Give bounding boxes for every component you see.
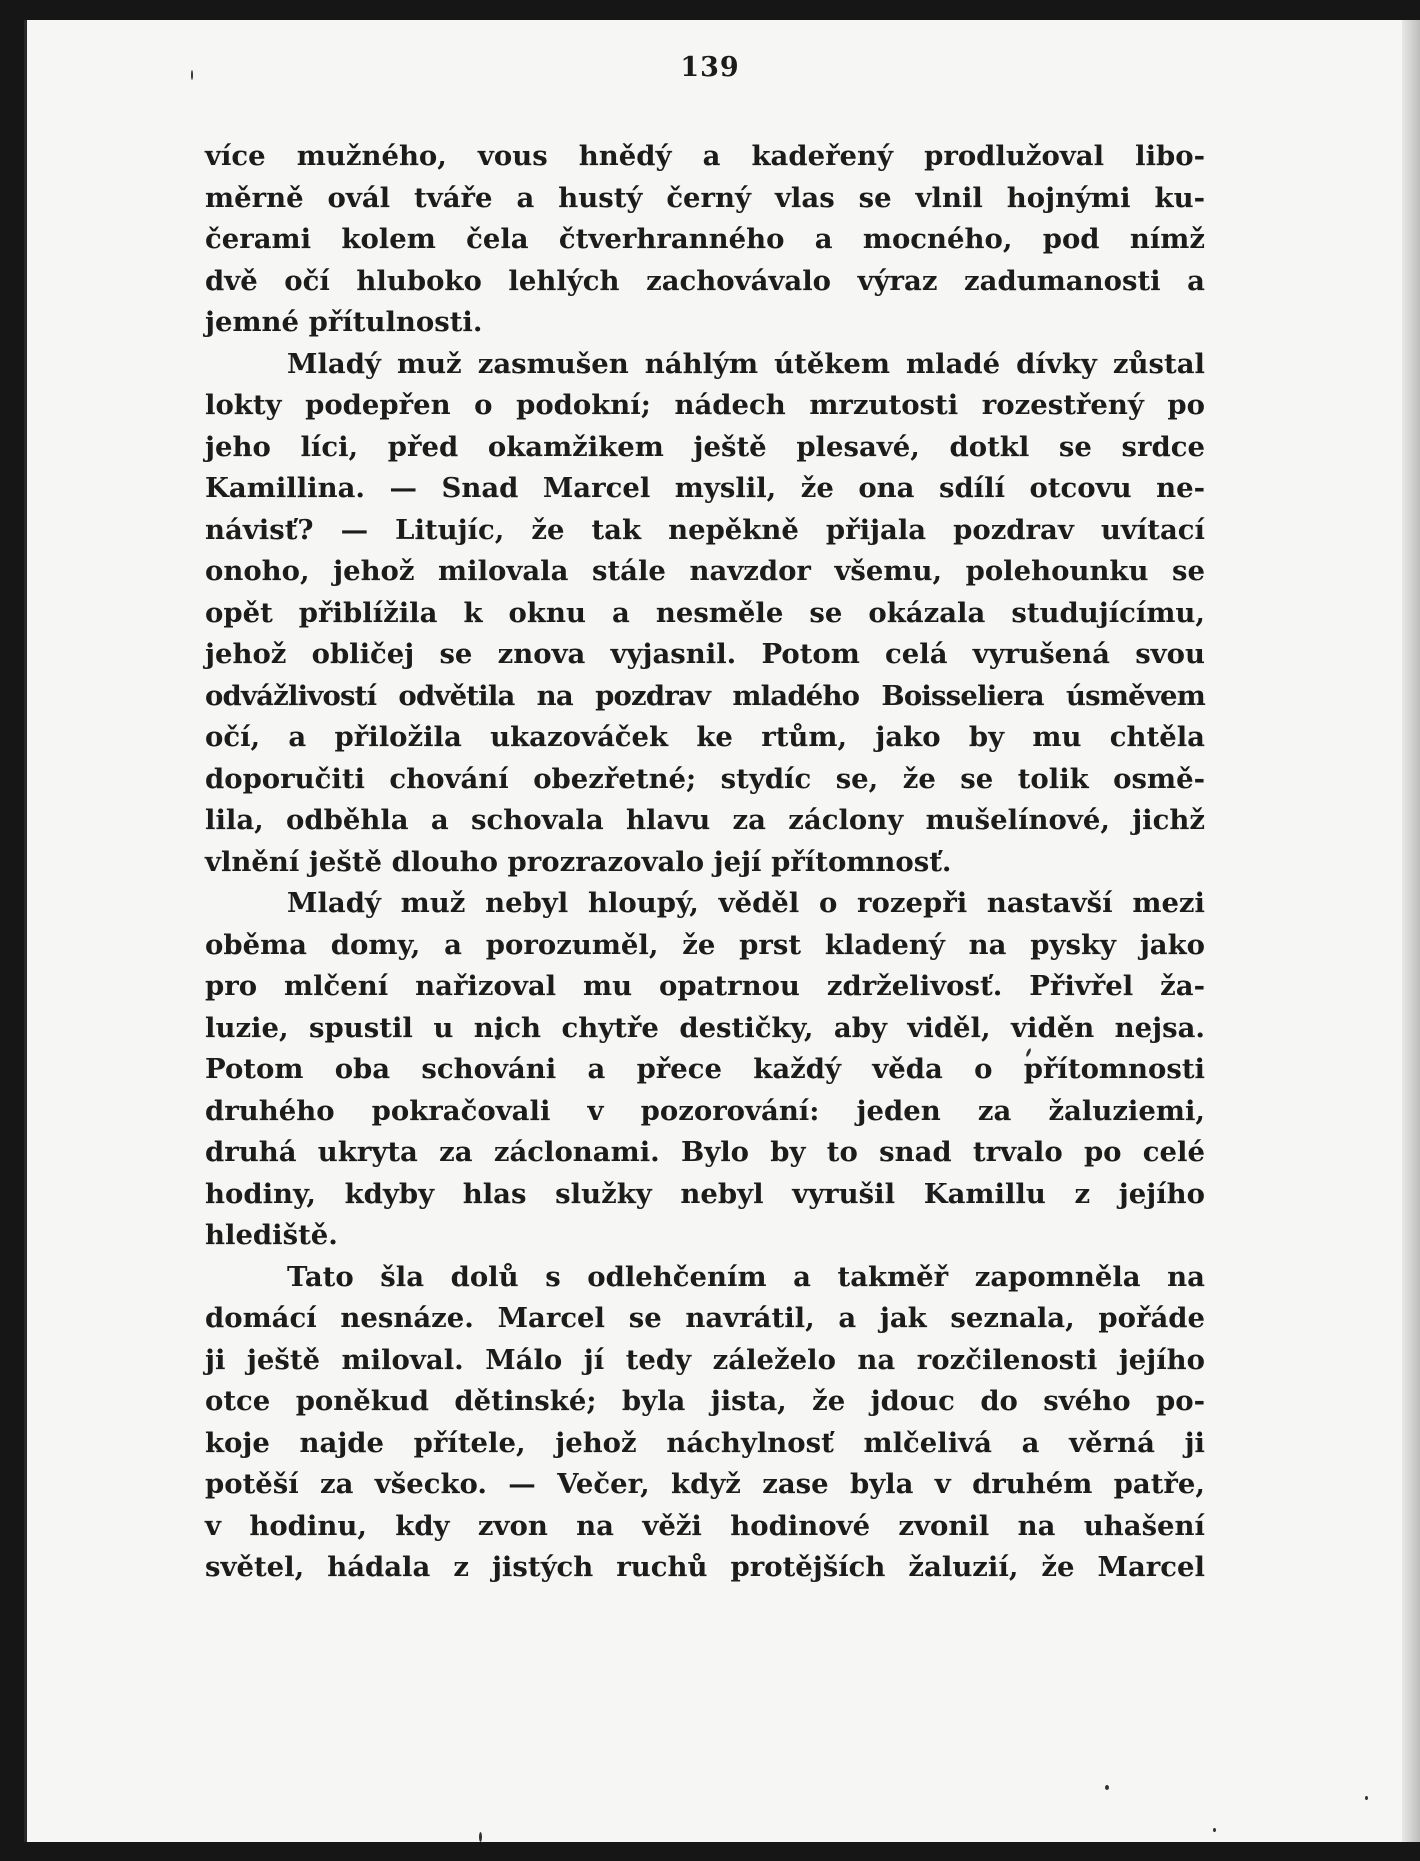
text-line: čerami kolem čela čtverhranného a mocného, pod nímž bbox=[205, 223, 1205, 255]
text-line: jemné přítulnosti. bbox=[205, 306, 483, 338]
text-line: pro mlčení nařizoval mu opatrnou zdrželivosť. Přivřel ža- bbox=[205, 970, 1205, 1002]
text-line: Kamillina. — Snad Marcel myslil, že ona sdílí otcovu ne- bbox=[205, 472, 1205, 504]
text-line: doporučiti chování obezřetné; stydíc se, že se tolik osmě- bbox=[205, 762, 1205, 795]
text-line: koje najde přítele, jehož náchylnosť mlčelivá a věrná ji bbox=[205, 1426, 1205, 1459]
text-line: jeho líci, před okamžikem ještě plesavé, dotkl se srdce bbox=[205, 430, 1205, 463]
text-line: lila, odběhla a schovala hlavu za záclony mušelínové, jichž bbox=[205, 804, 1205, 836]
ink-speck bbox=[1365, 1796, 1368, 1800]
text-line: Potom oba schováni a přece každý věda o přítomnosti bbox=[205, 1053, 1205, 1085]
ink-speck bbox=[1105, 1785, 1109, 1790]
text-line: druhá ukryta za záclonami. Bylo by to snad trvalo po celé bbox=[205, 1136, 1205, 1168]
text-line: potěší za všecko. — Večer, když zase byla v druhém patře, bbox=[205, 1468, 1205, 1500]
page-number: 139 bbox=[680, 52, 740, 83]
text-line: Tato šla dolů s odlehčením a takměř zapomněla na bbox=[287, 1260, 1205, 1293]
text-line: více mužného, vous hnědý a kadeřený prodlužoval libo- bbox=[205, 140, 1205, 172]
text-line: otce poněkud dětinské; byla jista, že jdouc do svého po- bbox=[205, 1385, 1205, 1417]
body-text bbox=[205, 136, 1205, 1589]
text-line: onoho, jehož milovala stále navzdor všemu, polehounku se bbox=[205, 555, 1205, 587]
text-line: dvě očí hluboko lehlých zachovávalo výraz zadumanosti a bbox=[205, 264, 1205, 297]
text-line: odvážlivostí odvětila na pozdrav mladého Boisseliera úsměvem bbox=[205, 679, 1205, 712]
text-line: hodiny, kdyby hlas služky nebyl vyrušil Kamillu z jejího bbox=[205, 1177, 1205, 1210]
text-line: oběma domy, a porozuměl, že prst kladený na pysky jako bbox=[205, 928, 1205, 961]
page-edge bbox=[1402, 20, 1420, 1842]
text-line: domácí nesnáze. Marcel se navrátil, a jak seznala, pořáde bbox=[205, 1302, 1205, 1334]
text-line: vlnění ještě dlouho prozrazovalo její přítomnosť. bbox=[205, 845, 952, 878]
text-line: ji ještě miloval. Málo jí tedy záleželo na rozčilenosti jejího bbox=[205, 1343, 1205, 1376]
text-line: světel, hádala z jistých ruchů protějších žaluzií, že Marcel bbox=[205, 1551, 1205, 1583]
text-line: očí, a přiložila ukazováček ke rtům, jako by mu chtěla bbox=[205, 721, 1205, 753]
text-line: v hodinu, kdy zvon na věži hodinové zvonil na uhašení bbox=[205, 1509, 1205, 1542]
text-line: návisť? — Litujíc, že tak nepěkně přijala pozdrav uvítací bbox=[205, 513, 1205, 546]
text-line: lokty podepřen o podokní; nádech mrzutosti rozestřený po bbox=[205, 389, 1205, 421]
text-line: druhého pokračovali v pozorování: jeden za žaluziemi, bbox=[205, 1094, 1205, 1127]
text-line: Mladý muž nebyl hloupý, věděl o rozepři nastavší mezi bbox=[287, 887, 1205, 919]
ink-speck bbox=[1213, 1828, 1216, 1832]
text-line: hlediště. bbox=[205, 1219, 338, 1251]
text-line: jehož obličej se znova vyjasnil. Potom celá vyrušená svou bbox=[205, 638, 1205, 670]
text-line: luzie, spustil u nich chytře destičky, aby viděl, viděn nejsa. bbox=[205, 1011, 1205, 1044]
ink-speck bbox=[479, 1832, 482, 1842]
text-line: měrně ovál tváře a hustý černý vlas se vlnil hojnými ku- bbox=[205, 181, 1205, 214]
text-line: Mladý muž zasmušen náhlým útěkem mladé dívky zůstal bbox=[287, 347, 1205, 380]
text-line: opět přiblížila k oknu a nesměle se okázala studujícímu, bbox=[205, 596, 1205, 629]
